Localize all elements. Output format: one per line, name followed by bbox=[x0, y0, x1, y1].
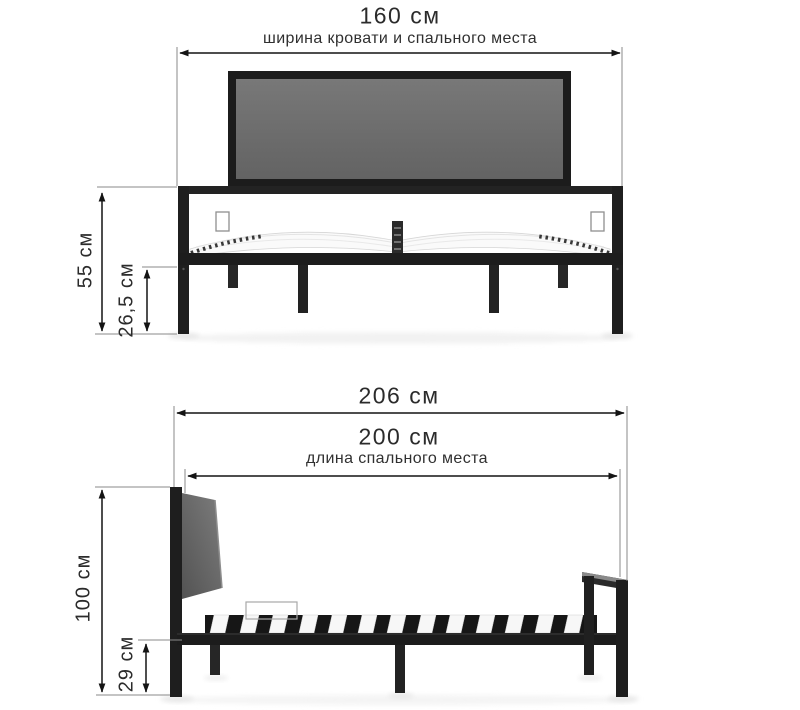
footboard-rear-post bbox=[616, 580, 628, 697]
front-leg bbox=[489, 265, 499, 313]
front-right-retainer-bracket bbox=[591, 212, 604, 231]
side-headboard-height-value: 100 см bbox=[72, 553, 95, 623]
front-headboard-panel bbox=[236, 79, 563, 179]
front-deck-height-value: 26,5 см bbox=[115, 262, 138, 338]
side-leg-shadow bbox=[204, 676, 228, 681]
side-leg bbox=[210, 645, 220, 675]
side-leg-shadow bbox=[388, 693, 414, 699]
side-sleeping-length-value: 200 см bbox=[358, 423, 440, 450]
front-leg bbox=[558, 265, 568, 288]
front-width-caption: ширина кровати и спального места bbox=[262, 30, 538, 47]
front-bottom-rail bbox=[178, 253, 623, 265]
bolt bbox=[182, 268, 184, 270]
side-platform-height-value: 29 см bbox=[115, 635, 138, 693]
bolt bbox=[616, 268, 618, 270]
front-left-retainer-bracket bbox=[216, 212, 229, 231]
side-leg bbox=[395, 645, 405, 693]
front-width-value: 160 см bbox=[359, 2, 441, 29]
front-view-drawing bbox=[168, 71, 633, 344]
side-rail bbox=[177, 633, 628, 645]
side-view-drawing bbox=[160, 487, 639, 705]
front-floor-shadow bbox=[182, 332, 618, 344]
side-overall-length-value: 206 см bbox=[358, 382, 440, 409]
front-frame-height-value: 55 см bbox=[74, 231, 97, 289]
front-leg bbox=[228, 265, 238, 288]
side-leg-shadow bbox=[578, 676, 602, 681]
front-leg bbox=[298, 265, 308, 313]
side-sleeping-length-caption: длина спального места bbox=[306, 450, 488, 467]
front-top-rail bbox=[178, 186, 623, 194]
side-headboard-post bbox=[170, 487, 182, 697]
footboard-front-post bbox=[584, 576, 594, 675]
